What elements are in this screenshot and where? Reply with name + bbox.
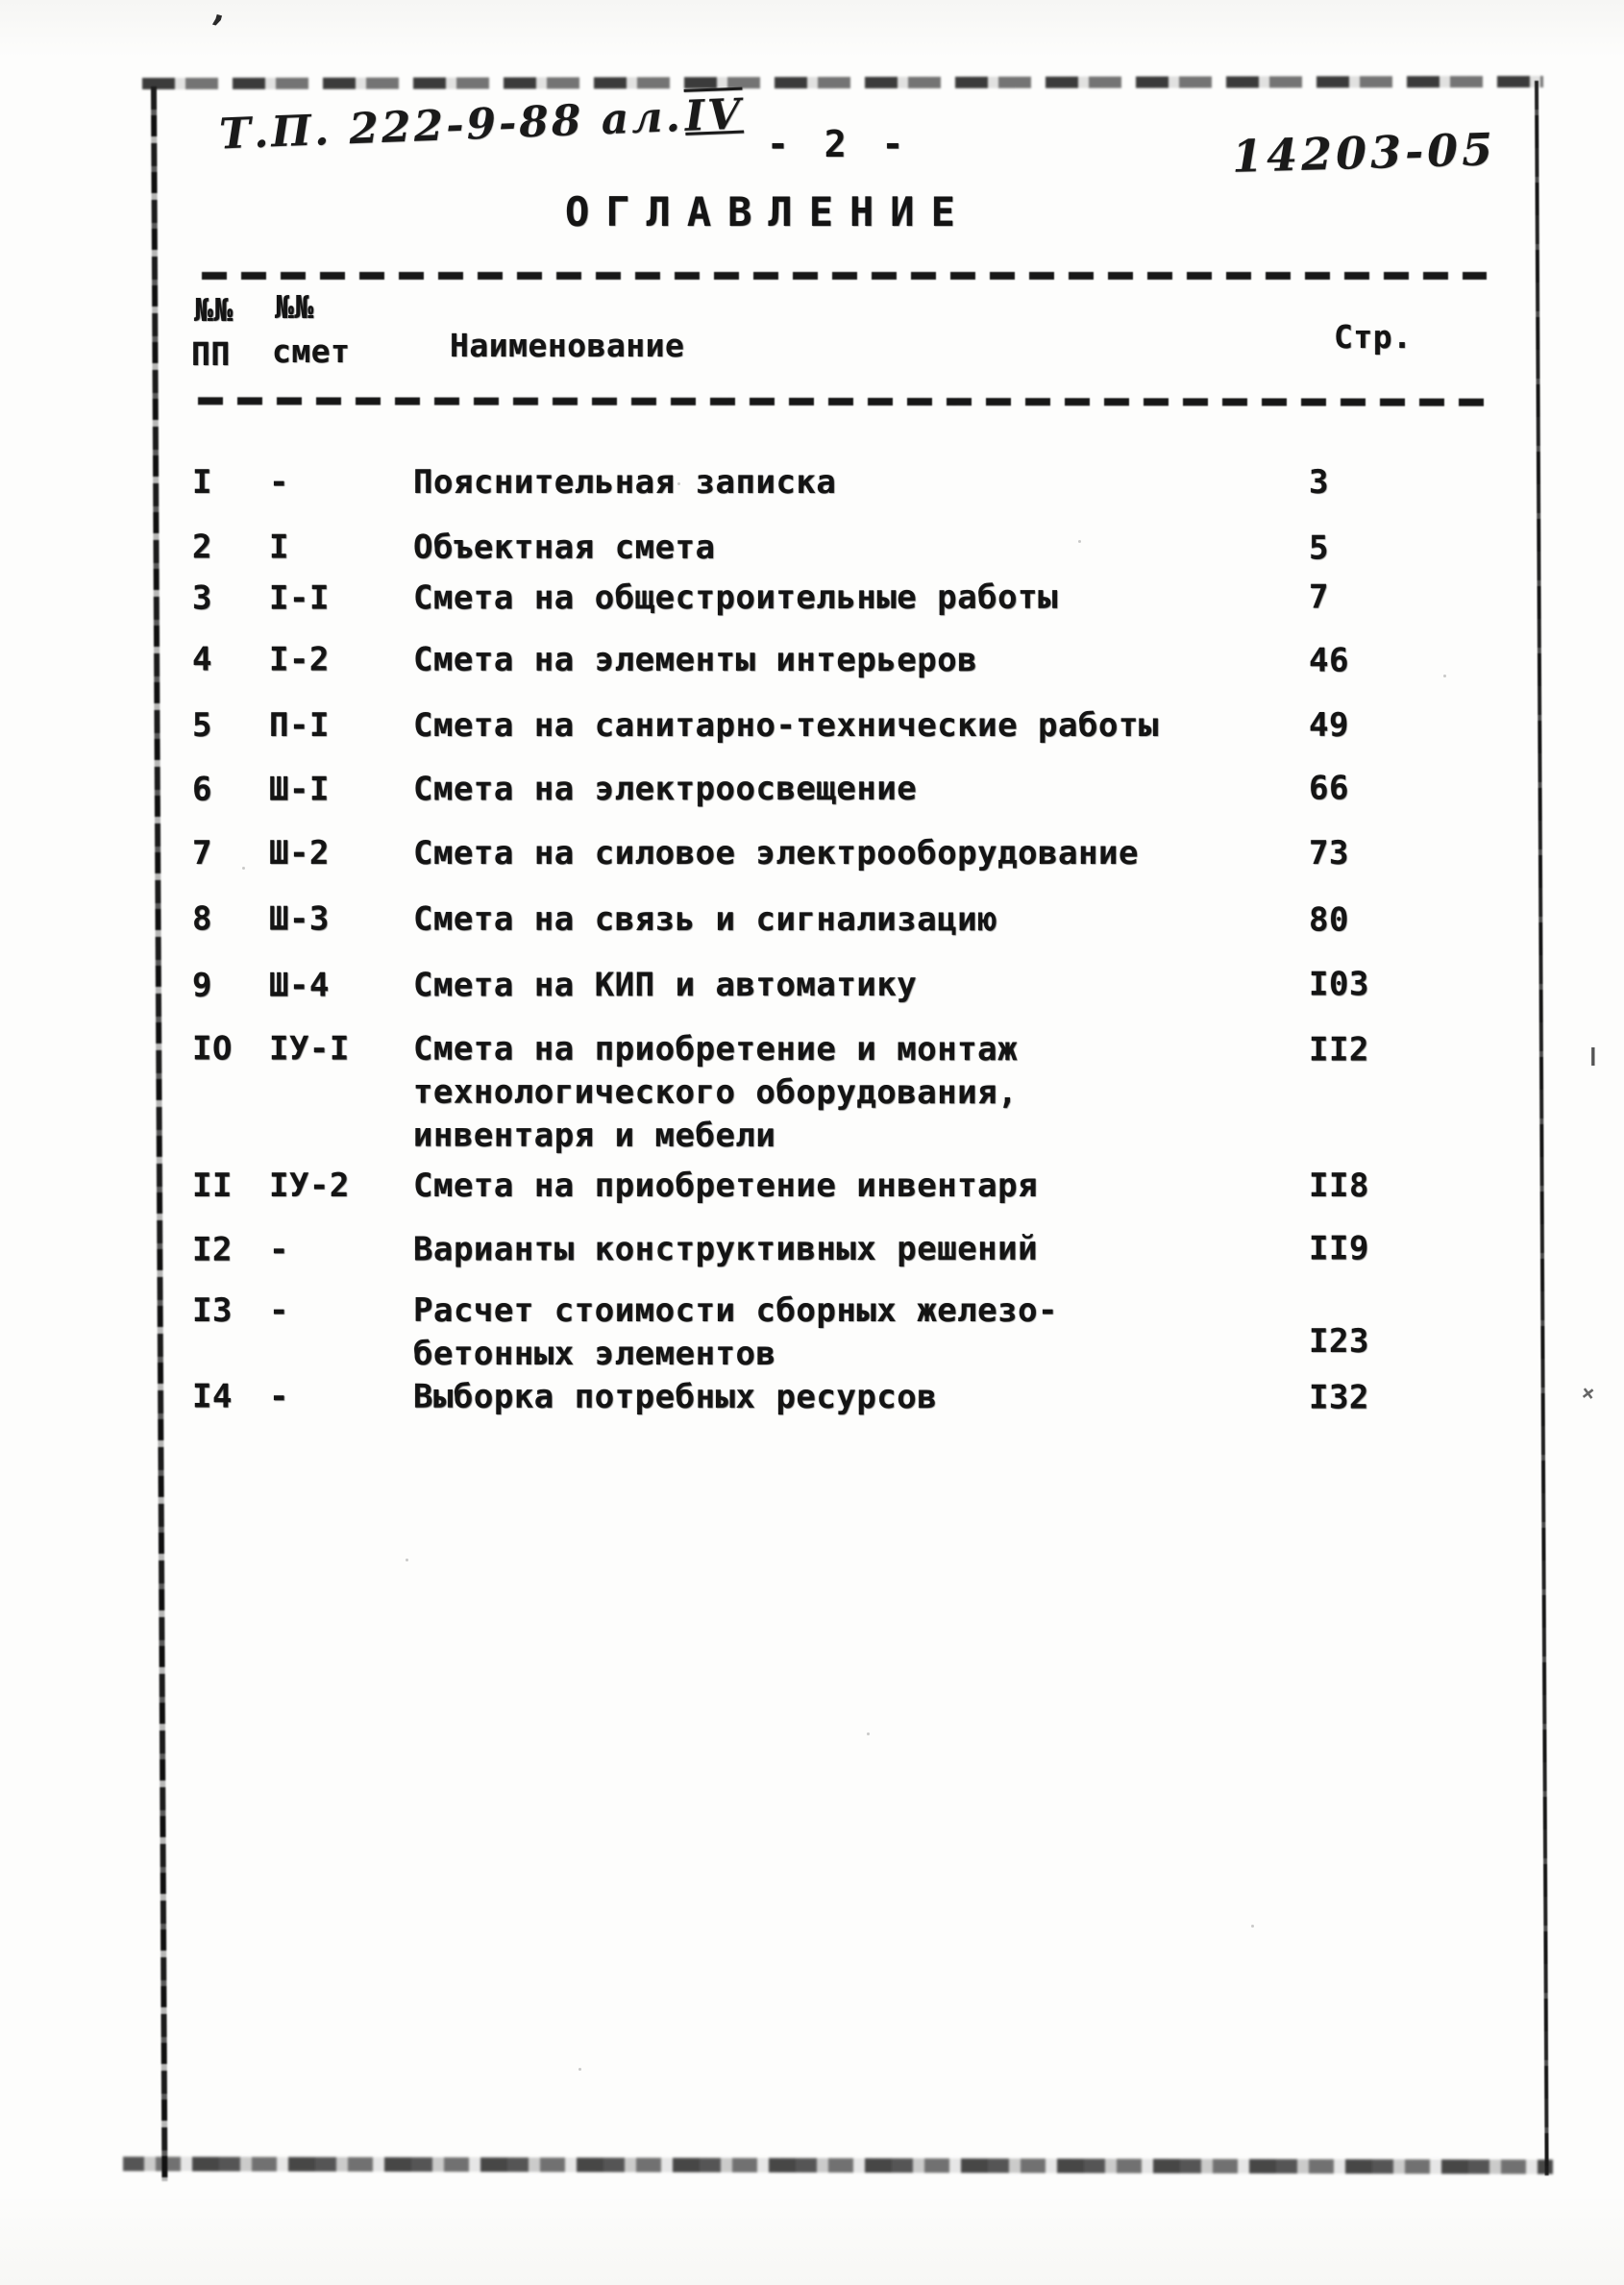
row-item-number: II <box>192 1167 233 1205</box>
row-name-line: бетонных элементов <box>413 1335 776 1373</box>
row-page: II9 <box>1308 1229 1369 1268</box>
row-name <box>413 832 1139 875</box>
noise-speck <box>578 2068 581 2071</box>
row-estimate-number: - <box>269 463 289 502</box>
row-name <box>413 577 1058 621</box>
separator-line-bottom <box>198 397 1487 405</box>
page-title: ОГЛАВЛЕНИЕ <box>565 188 972 235</box>
row-page: 46 <box>1308 641 1349 680</box>
scan-edge-left <box>151 86 167 2181</box>
row-item-number: IO <box>191 1029 233 1069</box>
column-header-estimate-no: №№ <box>275 288 314 326</box>
row-name <box>413 898 997 943</box>
row-item-number: 7 <box>192 834 212 872</box>
row-page: 7 <box>1308 577 1330 617</box>
row-name-line: Смета на силовое электрооборудование <box>413 834 1139 872</box>
row-item-number: 8 <box>191 899 213 939</box>
noise-speck <box>867 1732 870 1735</box>
row-item-number: 9 <box>191 966 213 1005</box>
table-row <box>0 1027 1624 1155</box>
row-name <box>413 1028 1018 1159</box>
row-item-number: I2 <box>191 1230 233 1269</box>
handwritten-doc-code <box>218 90 746 160</box>
page-number: - 2 - <box>767 123 911 165</box>
row-estimate-number: IУ-2 <box>269 1167 350 1205</box>
table-row <box>0 461 1624 504</box>
table-row <box>0 963 1624 1008</box>
row-name-line: инвентаря и мебели <box>412 1116 776 1155</box>
table-row <box>0 1165 1624 1208</box>
table-row <box>0 526 1624 570</box>
row-estimate-number: - <box>268 1377 290 1416</box>
row-page: 5 <box>1308 528 1330 568</box>
ink-mark-top-left: ʼ <box>198 7 230 52</box>
row-estimate-number: I <box>268 528 290 567</box>
table-row <box>0 1290 1624 1373</box>
row-item-number: 2 <box>191 528 213 567</box>
row-name <box>413 1165 1038 1208</box>
row-estimate-number: П-I <box>269 706 330 745</box>
row-name-line: Смета на КИП и автоматику <box>412 965 918 1005</box>
row-estimate-number: I-I <box>268 578 330 618</box>
row-page: 66 <box>1308 769 1349 808</box>
ink-mark-right-margin-cross: × <box>1580 1381 1596 1407</box>
column-header-item-no: №№ <box>194 291 234 329</box>
row-name <box>413 1290 1058 1376</box>
row-name-line: Объектная смета <box>412 528 716 567</box>
row-estimate-number: Ш-4 <box>268 966 330 1005</box>
row-name-line: Смета на связь и сигнализацию <box>412 899 998 940</box>
row-name-line: Расчет стоимости сборных железо- <box>413 1291 1059 1330</box>
scan-edge-bottom <box>123 2156 1553 2174</box>
row-page: 3 <box>1309 463 1329 502</box>
table-row <box>0 638 1624 682</box>
row-page: II2 <box>1308 1030 1369 1069</box>
row-page: 73 <box>1309 834 1349 872</box>
row-name-line: Пояснительная записка <box>413 463 837 502</box>
row-page: I32 <box>1308 1378 1369 1417</box>
row-estimate-number: Ш-I <box>268 770 330 809</box>
row-estimate-number: Ш-3 <box>268 899 330 939</box>
row-name-line: технологического оборудования, <box>412 1072 1019 1113</box>
row-estimate-number: IУ-I <box>268 1029 350 1069</box>
row-name <box>413 527 716 570</box>
table-row <box>0 704 1624 748</box>
column-header-page: Стр. <box>1334 318 1413 356</box>
table-row <box>0 1227 1624 1272</box>
scan-edge-right <box>1535 81 1549 2175</box>
row-name-line: Выборка потребных ресурсов <box>412 1377 938 1417</box>
row-name-line: Смета на приобретение и монтаж <box>412 1029 1019 1069</box>
column-header-estimate-no-sub: смет <box>272 332 351 370</box>
row-page: II8 <box>1309 1167 1369 1205</box>
table-row <box>0 576 1624 621</box>
row-page: 49 <box>1309 706 1349 745</box>
column-header-item-no-sub: ПП <box>191 335 231 373</box>
handwritten-inventory-number: 14203-05 <box>1231 123 1497 183</box>
row-item-number: 4 <box>191 640 213 679</box>
row-page: I03 <box>1308 965 1369 1004</box>
table-row <box>0 767 1624 812</box>
table-row <box>0 897 1624 942</box>
row-name-line: Варианты конструктивных решений <box>412 1229 1039 1269</box>
row-name <box>413 704 1159 748</box>
row-name <box>413 964 917 1008</box>
row-name-line: Смета на элементы интерьеров <box>412 640 978 680</box>
row-estimate-number: - <box>269 1291 289 1330</box>
row-estimate-number: I-2 <box>268 640 330 679</box>
row-estimate-number: - <box>268 1230 290 1269</box>
row-name <box>413 461 836 504</box>
row-name-line: Смета на санитарно-технические работы <box>413 706 1159 745</box>
separator-line-top <box>202 272 1487 280</box>
row-item-number: I3 <box>192 1291 233 1330</box>
row-name-line: Смета на электроосвещение <box>412 769 918 809</box>
row-estimate-number: Ш-2 <box>269 834 330 872</box>
scan-edge-top <box>142 76 1543 89</box>
column-header-name: Наименование <box>450 327 685 364</box>
row-item-number: 5 <box>192 706 212 745</box>
row-page: I23 <box>1309 1322 1369 1361</box>
row-item-number: 6 <box>191 770 213 809</box>
doc-code-text: Т.П. 222-9-88 ал. <box>218 91 684 160</box>
row-item-number: 3 <box>191 578 213 618</box>
row-name-line: Смета на приобретение инвентаря <box>413 1167 1039 1205</box>
noise-speck <box>1251 1925 1254 1928</box>
row-name-line: Смета на общестроительные работы <box>412 577 1059 618</box>
row-name <box>413 1228 1038 1272</box>
table-row <box>0 832 1624 875</box>
row-item-number: I <box>192 463 212 502</box>
row-name <box>413 1376 937 1419</box>
noise-speck <box>406 1559 408 1561</box>
doc-code-album-number: IV <box>683 89 745 141</box>
row-name <box>413 639 977 683</box>
row-item-number: I4 <box>191 1377 233 1416</box>
ink-mark-right-margin: ǀ <box>1586 1044 1601 1072</box>
row-name <box>413 768 917 812</box>
table-row <box>0 1375 1624 1419</box>
row-page: 80 <box>1308 900 1349 940</box>
